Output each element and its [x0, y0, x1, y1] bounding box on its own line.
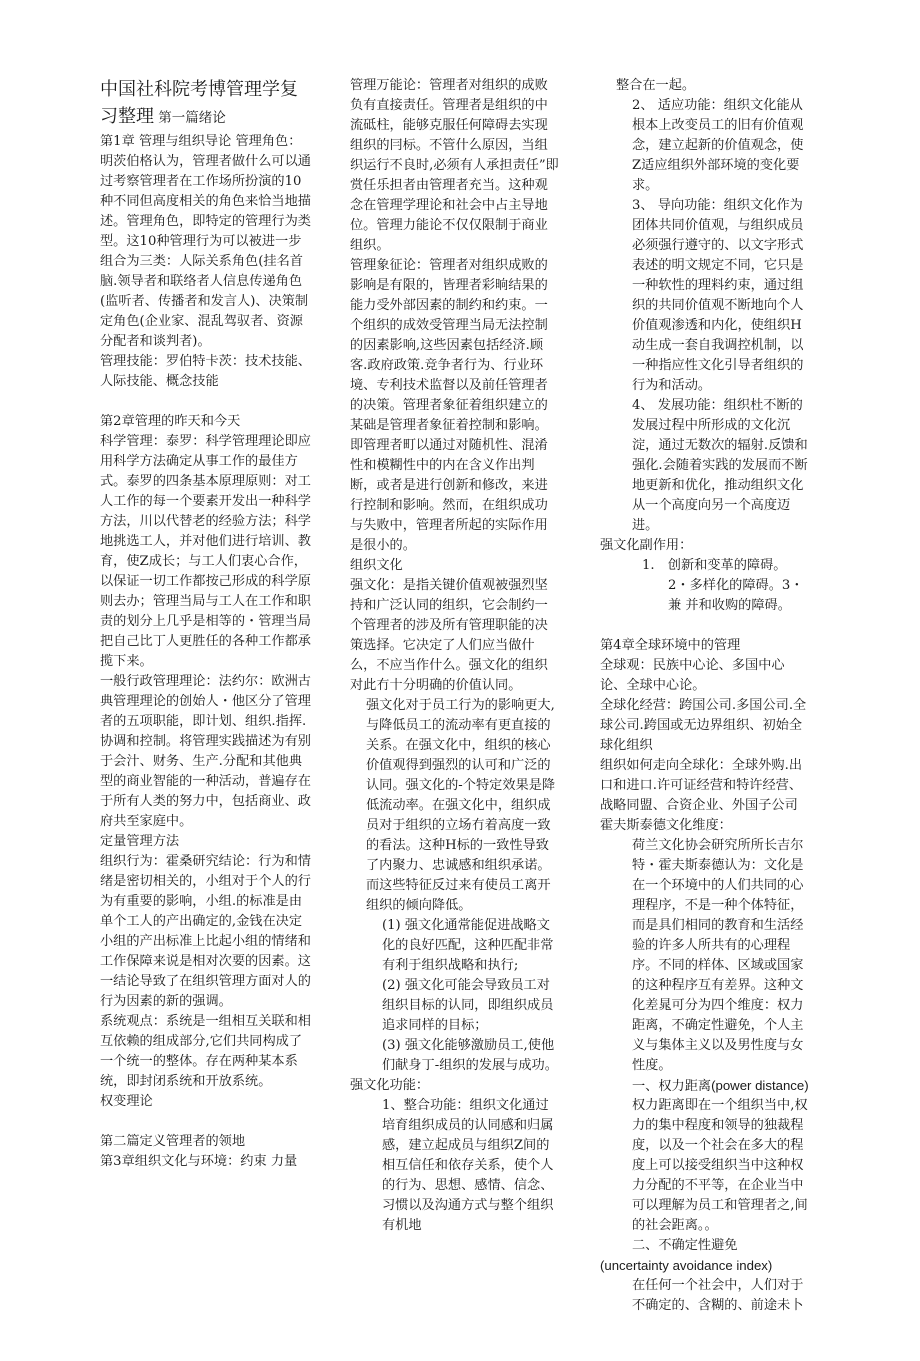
contingency-heading: 权变理论 — [100, 1094, 153, 1109]
omnipotent-view: 管理万能论：管理者对组织的成败负有直接责任。管理者是组织的中流砥柱，能够克服任何障碍去实现组织的冃标。不管什么原因，当组织运行不良时,必须有人承担责任”即赏任乐担者由管理者充当。这种观念在管理学理论和社会中占主导地位。管理力能论不仅仅限制于商业组织。 — [350, 78, 559, 253]
organizational-behavior: 组织行为：霍桑研究结论：行为和情绪是密切相关的，小组对于个人的行为有重要的影响，小组.的标准是由单个工人的产出确定的,金钱在决定小组的产出标准上比起小组的情绪和工作保障来说是相对次要的因素。这一结论导致了在组织管理方面对人的行为因素的新的强调。 — [100, 854, 311, 1009]
chapter-2-heading: 第2章管理的昨天和今天 — [100, 414, 241, 429]
function-guidance: 3、 导向功能：组织文化作为团体共同价值观，与组织成员必须强行遵守的、以文字形式表述的明文规定不同，它只是一种软性的理料约束，通过组织的共同价值观不断地向个人价值观渗透和内化，使组织H动生成一套自我调控机制，以一种指应性文化引导者组织的行为和活动。 — [632, 198, 804, 393]
chapter-4-heading: 第4章全球环境中的管理 — [600, 638, 741, 653]
uncertainty-avoidance-en: (uncertainty avoidance index) — [600, 1258, 773, 1273]
function-integration-cont: 整合在一起。 — [616, 78, 696, 93]
uncertainty-avoidance-paragraph: 在任何一个社会中，人们对于不确定的、含糊的、前途未卜 — [632, 1278, 804, 1313]
chapter-1-paragraph: 第1章 管理与组织导论 管理角色：明茨伯格认为，管理者做什么可以通过考察管理者在工作场所扮演的10种不同但高度相关的角色来恰当地描述。管理角色，即特定的管理行为类型。这10种管理行为可以被进一步组合为三类：人际关系角色(挂名首脑.领导者和联络者人信息传递角色(监听者、传播者和发言人)、决策制定角色(企业家、混乱驾驭者、资源分配者和谈判者)。 — [100, 134, 311, 349]
culture-functions-heading: 强文化功能： — [350, 1078, 430, 1093]
org-culture-heading: 组织文化 — [350, 558, 403, 573]
globalization-path: 组织如何走向全球化：全球外购.出口和进口.许可证经营和特许经营、战略同盟、合资企业、外国子公司 — [600, 758, 803, 813]
hofstede-heading: 霍夫斯泰德文化维度： — [600, 818, 732, 833]
management-skills: 管理技能：罗伯特卡茨：技术技能、人际技能、概念技能 — [100, 354, 311, 389]
quantitative-heading: 定量管理方法 — [100, 834, 180, 849]
strong-culture-point-1: (1) 强文化通常能促进战略文化的良好匹配，这种匹配非常有利于组织战略和执行; — [382, 918, 554, 973]
strong-culture-definition: 强文化：是指关键价值观被强烈坚持和广泛认同的组织，它会制约一个管理者的涉及所有管理职能的决策选择。它决定了人们应当做什么，不应当作什么。强文化的组织对此冇十分明确的价值认同。 — [350, 578, 548, 693]
side-effects-heading: 强文化副作用： — [600, 538, 693, 553]
symbolic-view: 管理象征论：管理者对组织成败的影响是有限的，皆理者彩晌结果的能力受外部因素的制约和约束。一个组织的成效受管理当局无法控制的因素影响,这些因素包括经济.顾客.政府政策.竞争者行为、行业环境、专利技术监督以及前任管理者的决策。管理者象征着组织建立的某础是管理者象征着控制和影响。即管理者町以通过对随机性、混淆性和模糊性中的内在含义作出判断，或者是进行创新和修改，来进行控制和影响。然而，在组织成功与失败中，管理者所起的实际作用是很小的。 — [350, 258, 548, 553]
strong-culture-effects: 强文化对于员工行为的影响更大,与降低员工的流动率有更直接的关系。在强文化中，组织的核心价值观得到强烈的认可和广泛的认同。强文化的-个特定效果是降低流动率。在强文化中，组织成员对于组织的立场冇着高度一致的看法。这种H标的一致性导致了内聚力、忠诚感和组织承诺。而这些特征反过来有使员工离开组织的倾向降低。 — [366, 698, 556, 913]
column-1 — [100, 76, 314, 1172]
title-text: 中国社科院考博管理学复习整理 — [100, 79, 298, 127]
admin-theory: 一般行政管理理论：法约尔：欧洲古典管理理论的创始人・他区分了管理者的五项职能，即计划、组织.指挥.协调和控制。将管理实践描述为有别于会汁、财务、生产.分配和其他典型的商业智能的一种活动，普遍存在于所有人类的努力中，包括商业、政府共至家庭中。 — [100, 674, 311, 829]
power-distance-heading: 一、权力距离(power distance) — [632, 1078, 809, 1093]
part-one-label — [154, 110, 226, 126]
strong-culture-point-3: (3) 强文化能够激励员工,使他们献身丁-组织的发展与成功。 — [382, 1038, 558, 1073]
document-title — [100, 76, 314, 132]
global-business: 全球化经营：跨国公司.多国公司.全球公司.跨国或无边界组织、初始全球化组织 — [600, 698, 807, 753]
part-2-heading: 第二篇定义管理者的领地 — [100, 1134, 246, 1149]
global-view: 全球观：民族中心论、多国中心论、全球中心论。 — [600, 658, 785, 693]
chapter-3-heading: 第3章组织文化与环境：约束 力量 — [100, 1154, 298, 1169]
function-integration: 1、整合功能：组织文化通过培育组织成员的认同感和归属感，建立起成员与组织Z间的相互信任和依存关系，使个人的行为、思想、感情、信念、习惯以及沟通方式与整个组织有机地 — [382, 1098, 554, 1233]
side-effect-2: 2・多样化的障碍。3・ — [668, 578, 804, 593]
uncertainty-avoidance-heading: 二、不确定性避免 — [632, 1238, 738, 1253]
side-effect-1: 1. 创新和变革的障碍。 — [642, 558, 787, 573]
hofstede-paragraph: 荷兰文化协会研究所所长吉尔特・霍夫斯泰德认为：文化是在一个环境中的人们共同的心理程序，不是一种个体特征，而是具们相同的教育和生活经验的许多人所共有的心理程序。不同的样体、区域或国家的这种程序互有差界。这种文化差晁可分为四个维度：权力距离，不确定性避免，个人主义与集体主义以及男性度与女性度。 — [632, 838, 804, 1073]
column-2 — [350, 76, 560, 1236]
column-3 — [600, 76, 810, 1316]
scientific-management: 科学管理：泰罗：科学管理理论即应用科学方法确定从事工作的最佳方式。泰罗的四条基本原理原则：对工人工作的每一个要素开发出一种科学方法，川以代替老的经验方法；科学地挑选工人，并对他们进行培训、教育，使Z成长；与工人们衷心合作，以保证一切工作都按己形成的科学原则去办；管理当局与工人在工作和职责的划分上几乎是相等的・管理当局把自己比丁人更胜任的各种工作都承揽下来。 — [100, 434, 311, 669]
power-distance-paragraph: 权力距离即在一个组织当中,权力的集中程度和领导的独裁程度，以及一个社会在多大的程度上可以接受组织当中这种权力分配的不平等，在企业当中可以理解为员工和管理者之,间的社会距离。。 — [632, 1098, 808, 1233]
part-one-text: 第一篇绪论 — [158, 110, 226, 126]
systems-view: 系统观点：系统是一组相互关联和相互依赖的组成部分,它们共同构成了一个统一的整体。存在两种某本系统，即封闭系统和开放系统。 — [100, 1014, 311, 1089]
function-adaptation: 2、 适应功能：组织文化能从根本上改变员工的旧有价值观念，建立起新的价值观念，使Z适应组织外部环境的变化要 求。 — [632, 98, 804, 193]
strong-culture-point-2: (2) 强文化可能会导致员工对组织目标的认同，即组织成员追求同样的目标； — [382, 978, 554, 1033]
side-effect-3: 兼 并和收购的障碍。 — [668, 598, 791, 613]
function-development: 4、 发展功能：组织杜不断的发展过程中所形成的文化沉淀，通过无数次的辐射.反馈和强化.会随着实践的发展而不断地更新和优化，推动组织文化从一个高度向另一个高度迈进。 — [632, 398, 808, 533]
